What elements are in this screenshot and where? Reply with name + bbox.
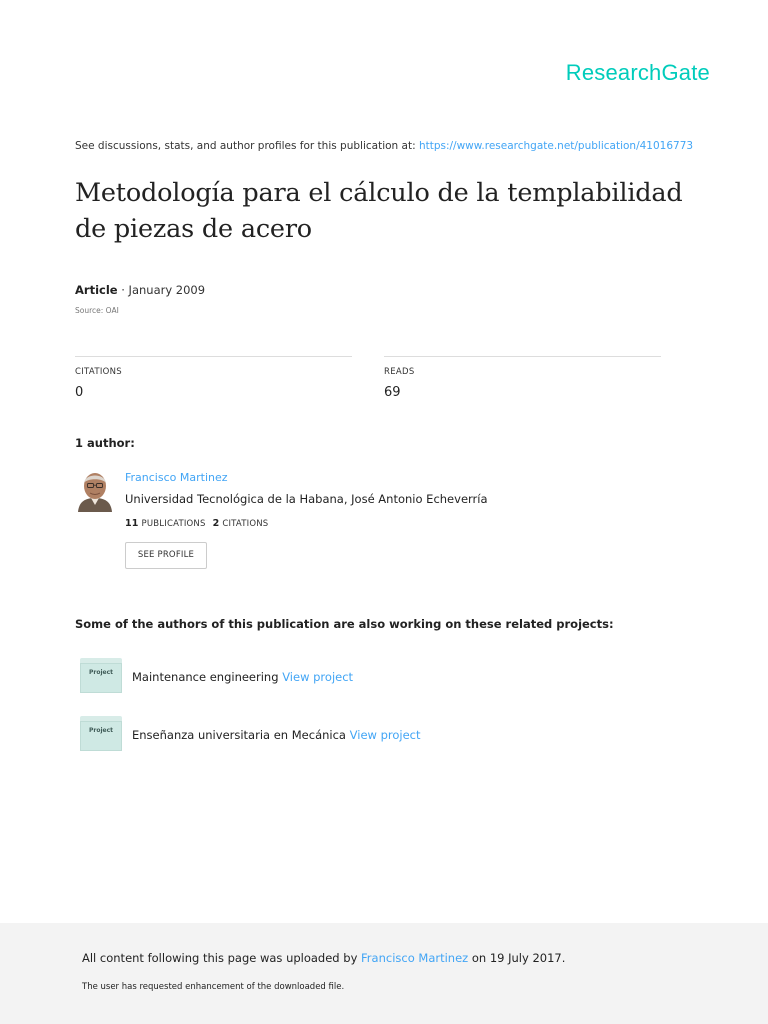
- author-photo-icon: [76, 470, 114, 512]
- discussion-text: See discussions, stats, and author profiles for this publication at:: [75, 140, 419, 152]
- citations-stat: [75, 356, 352, 400]
- publication-title: Metodología para el cálculo de la templabilidad de piezas de acero: [75, 178, 683, 244]
- author-institution: Universidad Tecnológica de la Habana, José Antonio Echeverría: [125, 492, 488, 506]
- view-project-link[interactable]: View project: [349, 728, 421, 742]
- meta-separator: ·: [117, 283, 129, 297]
- publication-date: January 2009: [128, 283, 206, 297]
- author-citations-count: 2: [212, 518, 220, 529]
- uploader-link[interactable]: Francisco Martinez: [361, 951, 469, 965]
- project-folder-icon: [80, 716, 122, 752]
- author-citations-label: CITATIONS: [222, 519, 269, 529]
- upload-suffix: on 19 July 2017.: [468, 951, 566, 965]
- project-text: [132, 670, 353, 684]
- project-text: [132, 728, 421, 742]
- author-name-link[interactable]: Francisco Martinez: [125, 471, 228, 484]
- author-publications-count: 11: [125, 518, 139, 529]
- project-name: Maintenance engineering: [132, 670, 279, 684]
- author-avatar[interactable]: [76, 470, 114, 512]
- publication-meta: [75, 283, 205, 297]
- project-icon-label: Project: [88, 727, 114, 734]
- project-icon-label: Project: [88, 669, 114, 676]
- reads-label: READS: [384, 367, 415, 377]
- publication-type: Article: [75, 283, 118, 297]
- citations-value: 0: [75, 385, 84, 400]
- publication-url-link[interactable]: https://www.researchgate.net/publication/41016773: [418, 140, 694, 152]
- enhancement-note: The user has requested enhancement of the downloaded file.: [82, 982, 345, 992]
- upload-footer: [0, 923, 768, 1024]
- discussion-line: [75, 140, 693, 152]
- researchgate-logo[interactable]: ResearchGate: [565, 60, 710, 85]
- author-publications-label: PUBLICATIONS: [141, 519, 206, 529]
- author-stats: [125, 518, 268, 529]
- project-name: Enseñanza universitaria en Mecánica: [132, 728, 346, 742]
- upload-info: [82, 951, 565, 965]
- view-project-link[interactable]: View project: [282, 670, 354, 684]
- authors-heading: 1 author:: [75, 436, 135, 450]
- reads-stat: [384, 356, 661, 400]
- upload-prefix: All content following this page was uploaded by: [82, 951, 362, 965]
- see-profile-button[interactable]: SEE PROFILE: [125, 542, 207, 569]
- publication-source: Source: OAI: [75, 306, 119, 315]
- citations-label: CITATIONS: [75, 367, 122, 377]
- projects-heading: Some of the authors of this publication are also working on these related projects:: [75, 617, 614, 631]
- project-folder-icon: [80, 658, 122, 694]
- reads-value: 69: [384, 385, 401, 400]
